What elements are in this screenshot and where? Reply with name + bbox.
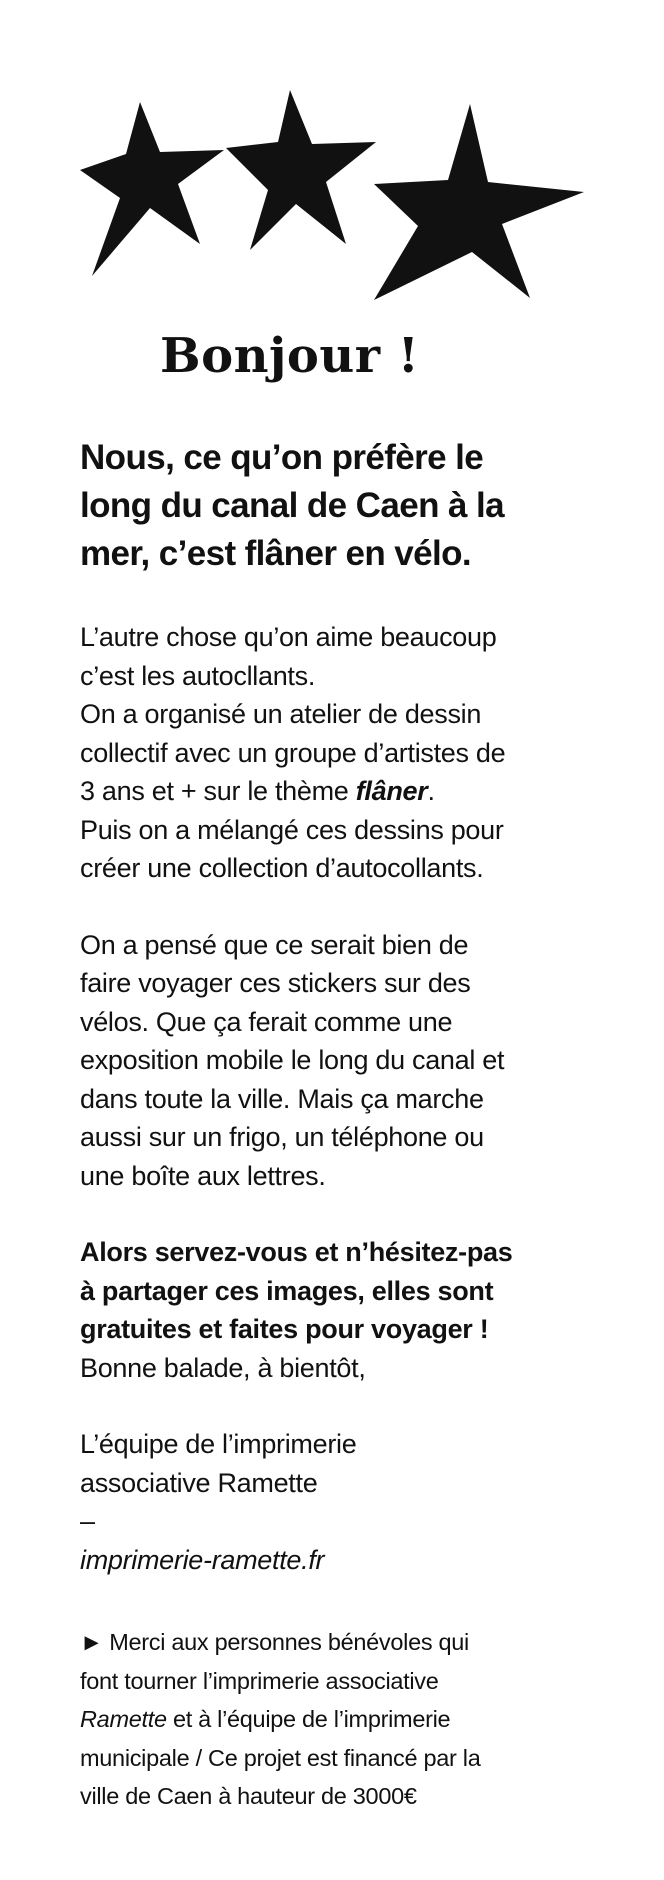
letter-body — [80, 434, 600, 1816]
star-icon-right — [374, 104, 584, 300]
text-line: créer une collection d’autocollants. — [80, 853, 484, 883]
credits-line: ► Merci aux personnes bénévoles qui — [80, 1629, 469, 1655]
paragraph-stickers — [80, 618, 600, 888]
credits-note — [80, 1623, 600, 1816]
text-fragment: et à l’équipe de l’imprimerie — [166, 1706, 451, 1732]
text-line: Bonne balade, à bientôt, — [80, 1352, 366, 1383]
text-fragment: . — [427, 776, 435, 806]
star-icon-left — [80, 102, 224, 276]
text-line: exposition mobile le long du canal et — [80, 1045, 505, 1075]
text-line: gratuites et faites pour voyager ! — [80, 1314, 489, 1344]
signature-line: L’équipe de l’imprimerie — [80, 1429, 357, 1459]
paragraph-call-to-action — [80, 1233, 600, 1387]
signature-line: associative Ramette — [80, 1467, 318, 1498]
credits-line: font tourner l’imprimerie associative — [80, 1667, 439, 1694]
text-line: une boîte aux lettres. — [80, 1160, 326, 1191]
text-line — [80, 772, 600, 811]
text-line: On a pensé que ce serait bien de — [80, 929, 469, 960]
theme-emphasis: flâner — [355, 776, 428, 806]
text-line: On a organisé un atelier de dessin — [80, 699, 482, 729]
text-fragment: 3 ans et + sur le thème — [80, 776, 356, 806]
text-line: collectif avec un groupe d’artistes de — [80, 737, 506, 768]
credits-line: municipale / Ce projet est financé par la — [80, 1744, 481, 1771]
credits-line — [80, 1700, 600, 1739]
lead-paragraph — [80, 434, 600, 578]
text-line: dans toute la ville. Mais ça marche — [80, 1083, 484, 1114]
lead-line: mer, c’est flâner en vélo. — [80, 534, 471, 573]
website-link[interactable]: imprimerie-ramette.fr — [80, 1544, 325, 1575]
paragraph-travel — [80, 926, 600, 1196]
credits-line: ville de Caen à hauteur de 3000€ — [80, 1783, 417, 1809]
text-line: c’est les autocllants. — [80, 660, 316, 691]
signature-block — [80, 1425, 600, 1579]
text-line: L’autre chose qu’on aime beaucoup — [80, 622, 497, 652]
signature-dash: – — [80, 1506, 95, 1536]
lead-line: long du canal de Caen à la — [80, 486, 504, 525]
text-line: Puis on a mélangé ces dessins pour — [80, 814, 504, 845]
stars-illustration — [78, 84, 588, 304]
text-line: vélos. Que ça ferait comme une — [80, 1006, 453, 1037]
ramette-emphasis: Ramette — [80, 1706, 167, 1732]
text-line: aussi sur un frigo, un téléphone ou — [80, 1122, 484, 1152]
greeting-title: Bonjour ! — [160, 328, 420, 384]
text-line: Alors servez-vous et n’hésitez-pas — [80, 1237, 513, 1267]
text-line: à partager ces images, elles sont — [80, 1275, 494, 1306]
text-line: faire voyager ces stickers sur des — [80, 968, 471, 998]
lead-line: Nous, ce qu’on préfère le — [80, 438, 484, 477]
star-icon-middle — [226, 90, 376, 250]
